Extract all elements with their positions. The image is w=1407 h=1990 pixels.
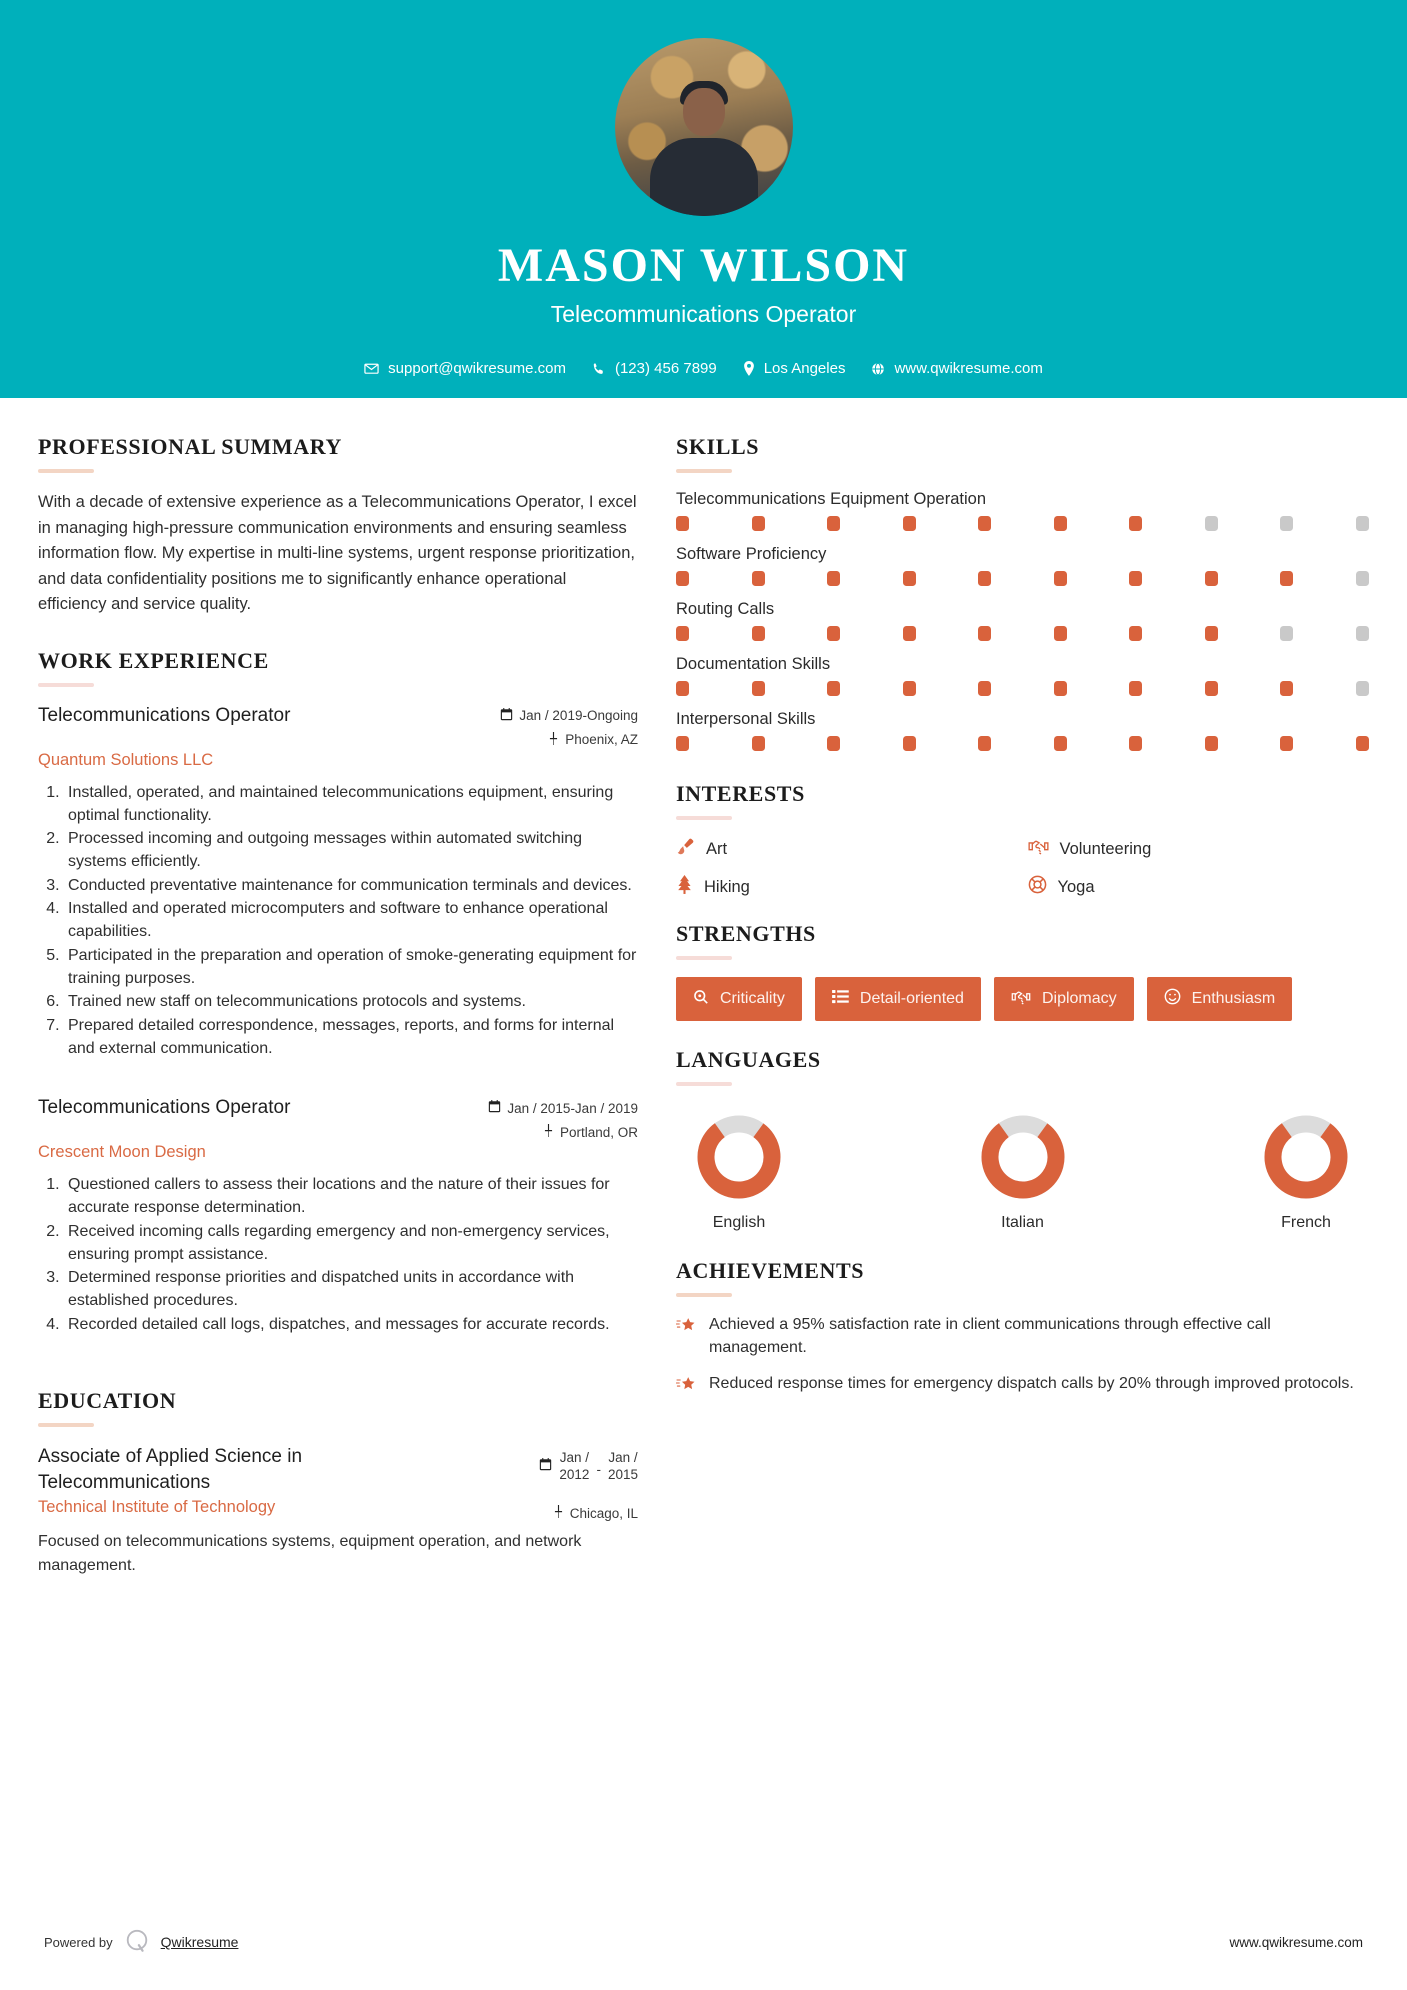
section-title-skills: SKILLS (676, 434, 760, 459)
magnifier-icon (693, 989, 709, 1010)
skill-rating (676, 681, 1369, 696)
job-meta (488, 1096, 638, 1140)
pin-icon (548, 732, 559, 748)
contact-email-text: support@qwikresume.com (388, 360, 566, 377)
skill-dot (1280, 571, 1293, 586)
interest-item (1028, 837, 1370, 861)
language-donut (684, 1109, 794, 1205)
skill-dot (676, 681, 689, 696)
paintbrush-icon (676, 837, 695, 861)
job-company: Quantum Solutions LLC (38, 750, 214, 769)
skill-rating (676, 736, 1369, 751)
candidate-role: Telecommunications Operator (550, 301, 857, 327)
strength-badge (994, 977, 1134, 1021)
skill-dot (1205, 736, 1218, 751)
skill-dot (1054, 681, 1067, 696)
section-title-strengths: STRENGTHS (676, 921, 816, 946)
section-rule (676, 956, 732, 960)
language-item (1251, 1109, 1361, 1232)
education-description: Focused on telecommunications systems, equipment operation, and network management. (38, 1533, 582, 1574)
job-bullet: 6. Trained new staff on telecommunications protocols and systems. (64, 991, 638, 1014)
strength-badge (815, 977, 981, 1021)
skill-label: Telecommunications Equipment Operation (676, 490, 986, 508)
skill-dot (1129, 626, 1142, 641)
skill-label: Software Proficiency (676, 545, 827, 563)
section-skills (676, 434, 1369, 751)
section-rule (676, 1082, 732, 1086)
skill-rating (676, 571, 1369, 586)
skill-dot (1205, 516, 1218, 531)
skill-dot (1356, 626, 1369, 641)
achievement-text: Reduced response times for emergency dispatch calls by 20% through improved protocols. (709, 1375, 1354, 1393)
skill-dot (978, 516, 991, 531)
job-bullet: 2. Processed incoming and outgoing messages within automated switching systems efficiently. (64, 828, 638, 873)
section-rule (38, 469, 94, 473)
skill-rating (676, 626, 1369, 641)
strength-label: Criticality (720, 990, 785, 1007)
section-work-experience (38, 648, 638, 1337)
skill-dot (1280, 681, 1293, 696)
job-meta (500, 704, 638, 748)
qwikresume-logo-icon (124, 1928, 150, 1957)
skill-dot (1129, 681, 1142, 696)
language-item (684, 1109, 794, 1232)
section-title-education: EDUCATION (38, 1388, 177, 1414)
skill-dot (827, 626, 840, 641)
job-bullet: 1. Questioned callers to assess their locations and the nature of their issues for accurate response determination. (64, 1174, 638, 1219)
job-title: Telecommunications Operator (38, 704, 291, 726)
left-column (38, 434, 638, 1577)
job-dates: Jan / 2015-Jan / 2019 (507, 1100, 638, 1116)
contact-website[interactable] (863, 360, 1050, 377)
skill-dot (978, 736, 991, 751)
smiley-icon (1164, 988, 1181, 1010)
job-bullet: 1. Installed, operated, and maintained telecommunications equipment, ensuring optimal functionality. (64, 782, 638, 827)
education-start-year: 2012 (559, 1467, 590, 1483)
job-bullet: 3. Conducted preventative maintenance for communication terminals and devices. (64, 875, 638, 898)
section-interests (676, 781, 1369, 899)
language-donut (1251, 1109, 1361, 1205)
skill-dot (1205, 571, 1218, 586)
map-pin-icon (743, 361, 755, 376)
section-education (38, 1388, 638, 1576)
job-bullet: 4. Recorded detailed call logs, dispatches, and messages for accurate records. (64, 1314, 638, 1337)
skill-dot (1356, 681, 1369, 696)
section-rule (676, 816, 732, 820)
powered-by-label: Powered by (44, 1934, 113, 1950)
avatar-torso (650, 138, 758, 216)
star-icon (676, 1314, 697, 1359)
job-bullet: 3. Determined response priorities and dispatched units in accordance with established procedures. (64, 1267, 638, 1312)
section-professional-summary (38, 434, 638, 618)
contact-phone[interactable] (584, 360, 725, 377)
list-icon (832, 989, 849, 1009)
section-rule (38, 1423, 94, 1427)
interest-label: Yoga (1057, 877, 1095, 896)
strength-label: Diplomacy (1041, 990, 1117, 1007)
skill-item (676, 600, 1369, 641)
strength-badge (1147, 977, 1293, 1021)
skill-dot (1205, 626, 1218, 641)
section-achievements (676, 1258, 1369, 1400)
education-end (608, 1450, 638, 1484)
job-title: Telecommunications Operator (38, 1097, 291, 1119)
pin-icon (543, 1124, 554, 1140)
section-languages (676, 1047, 1369, 1232)
contact-row (0, 360, 1407, 377)
skill-dot (827, 681, 840, 696)
skill-dot (676, 736, 689, 751)
skill-item (676, 655, 1369, 696)
skill-dot (903, 516, 916, 531)
skill-label: Interpersonal Skills (676, 710, 816, 728)
language-label: French (1281, 1214, 1331, 1231)
candidate-name: MASON WILSON (497, 239, 910, 292)
experience-item (38, 704, 638, 1061)
skill-dot (1054, 626, 1067, 641)
skill-dot (752, 571, 765, 586)
pin-icon (553, 1505, 564, 1521)
job-bullets (38, 1174, 638, 1336)
section-rule (38, 683, 94, 687)
skill-dot (752, 736, 765, 751)
section-rule (676, 1293, 732, 1297)
interest-label: Hiking (704, 877, 750, 896)
skill-dot (1129, 571, 1142, 586)
skill-dot (1054, 516, 1067, 531)
skill-dot (1129, 516, 1142, 531)
calendar-icon (539, 1450, 552, 1474)
handshake-icon (1028, 837, 1049, 861)
skill-item (676, 710, 1369, 751)
job-company: Crescent Moon Design (38, 1143, 206, 1162)
skill-label: Routing Calls (676, 600, 775, 618)
skill-dot (1356, 571, 1369, 586)
skill-dot (1280, 736, 1293, 751)
skill-dot (1356, 736, 1369, 751)
calendar-icon (500, 708, 513, 724)
skill-dot (1205, 681, 1218, 696)
section-title-interests: INTERESTS (676, 781, 805, 806)
strength-label: Enthusiasm (1191, 990, 1276, 1007)
skill-dot (978, 626, 991, 641)
strength-label: Detail-oriented (859, 990, 964, 1007)
skill-dot (903, 626, 916, 641)
skill-dot (1129, 736, 1142, 751)
skill-dot (978, 681, 991, 696)
contact-location (735, 360, 854, 377)
skill-label: Documentation Skills (676, 655, 831, 673)
summary-text: With a decade of extensive experience as a Telecommunications Operator, I excel in managing high-pressure communication environments and ensuring seamless information flow. My expertise in multi-line systems, urgent response prioritization, and data confidentiality positions me to significantly enhance operational efficiency and service quality. (38, 493, 637, 614)
section-strengths (676, 921, 1369, 1021)
contact-email[interactable] (356, 360, 574, 377)
skill-dot (903, 736, 916, 751)
education-school: Technical Institute of Technology (38, 1498, 276, 1517)
education-location: Chicago, IL (569, 1505, 638, 1521)
job-bullet: 4. Installed and operated microcomputers and software to enhance operational capabilities. (64, 898, 638, 943)
skill-dot (1280, 516, 1293, 531)
job-bullets (38, 782, 638, 1061)
education-start-month: Jan / (559, 1450, 590, 1466)
envelope-icon (364, 361, 379, 376)
avatar (615, 38, 793, 216)
education-start (559, 1450, 589, 1484)
language-item (968, 1109, 1078, 1232)
calendar-icon (488, 1100, 501, 1116)
education-degree: Associate of Applied Science in Telecommunications (38, 1446, 303, 1493)
job-bullet: 7. Prepared detailed correspondence, messages, reports, and forms for internal and external communication. (64, 1015, 638, 1060)
lifebuoy-icon (1028, 875, 1047, 899)
job-dates: Jan / 2019-Ongoing (519, 708, 638, 724)
skill-dot (903, 571, 916, 586)
resume-body (0, 398, 1407, 1577)
language-label: Italian (1001, 1214, 1044, 1231)
footer-brand (44, 1928, 238, 1957)
experience-item (38, 1096, 638, 1336)
avatar-face (683, 88, 725, 136)
job-bullet: 5. Participated in the preparation and operation of smoke-generating equipment for training purposes. (64, 945, 638, 990)
right-column (676, 434, 1369, 1577)
handshake-icon (1011, 989, 1031, 1010)
job-location: Portland, OR (559, 1124, 638, 1140)
skill-item (676, 545, 1369, 586)
phone-icon (592, 362, 606, 376)
section-title-languages: LANGUAGES (676, 1047, 821, 1072)
skill-rating (676, 516, 1369, 531)
skill-dot (1054, 571, 1067, 586)
education-date-separator: - (596, 1462, 601, 1478)
section-title-experience: WORK EXPERIENCE (38, 647, 269, 673)
education-dates (539, 1444, 638, 1484)
job-bullet: 2. Received incoming calls regarding emergency and non-emergency services, ensuring prompt assistance. (64, 1221, 638, 1266)
interest-item (1028, 875, 1370, 899)
education-location-wrap (553, 1505, 638, 1521)
education-end-month: Jan / (608, 1450, 638, 1466)
skill-item (676, 490, 1369, 531)
contact-phone-text: (123) 456 7899 (614, 360, 717, 377)
language-label: English (712, 1214, 766, 1231)
education-end-year: 2015 (607, 1467, 638, 1483)
contact-website-text: www.qwikresume.com (894, 360, 1043, 377)
skill-dot (978, 571, 991, 586)
skill-dot (676, 626, 689, 641)
tree-icon (676, 875, 693, 899)
section-title-achievements: ACHIEVEMENTS (676, 1258, 865, 1283)
job-location: Phoenix, AZ (565, 732, 638, 748)
skill-dot (1054, 736, 1067, 751)
skill-dot (752, 681, 765, 696)
skill-dot (752, 516, 765, 531)
interest-label: Art (706, 839, 728, 858)
resume-footer (0, 1894, 1407, 1990)
achievement-text: Achieved a 95% satisfaction rate in client communications through effective call management. (709, 1316, 1271, 1356)
skill-dot (752, 626, 765, 641)
skill-dot (827, 571, 840, 586)
achievement-item (676, 1314, 1369, 1359)
resume-header (0, 0, 1407, 398)
qwikresume-link[interactable]: Qwikresume (160, 1934, 239, 1950)
interest-item (676, 837, 1018, 861)
skill-dot (1356, 516, 1369, 531)
star-icon (676, 1373, 697, 1400)
language-donut (968, 1109, 1078, 1205)
interest-label: Volunteering (1059, 839, 1152, 858)
interest-item (676, 875, 1018, 899)
skill-dot (827, 516, 840, 531)
strength-badge (676, 977, 802, 1021)
footer-url[interactable]: www.qwikresume.com (1229, 1934, 1363, 1950)
skill-dot (1280, 626, 1293, 641)
skill-dot (903, 681, 916, 696)
section-rule (676, 469, 732, 473)
contact-location-text: Los Angeles (763, 360, 846, 377)
section-title-summary: PROFESSIONAL SUMMARY (38, 434, 342, 459)
achievement-item (676, 1373, 1369, 1400)
skill-dot (676, 516, 689, 531)
skill-dot (827, 736, 840, 751)
globe-icon (871, 362, 885, 376)
skill-dot (676, 571, 689, 586)
